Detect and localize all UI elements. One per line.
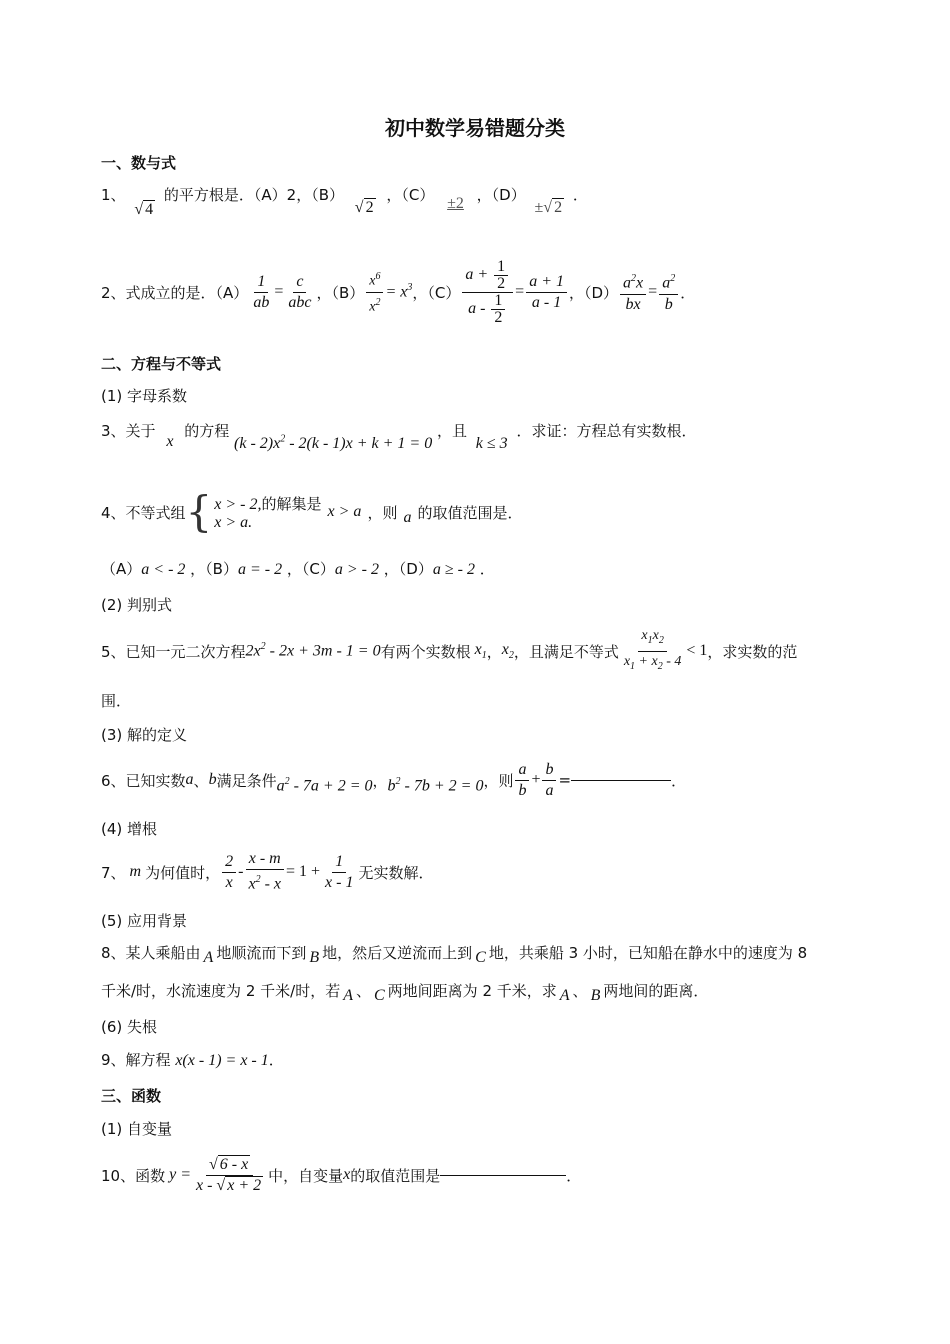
- q10-function-fraction: $\frac{√ 6 - x}{x - √ x + 2}$: [196, 1155, 262, 1194]
- subheading-letter-coefficient: (1) 字母系数: [101, 387, 188, 405]
- q1-radical: √ 4: [134, 201, 154, 218]
- q3-text-c: ，且: [437, 422, 468, 440]
- q2-end: ．: [680, 283, 696, 302]
- q10-text-c: 的取值范围是: [350, 1166, 441, 1185]
- q2-option-a-right: $\frac{c}{\text{abc}}$: [288, 272, 312, 311]
- q2-text: 2、式成立的是．（A）: [101, 283, 249, 302]
- q4-option-a: a < - 2: [141, 561, 186, 578]
- q4-option-d: a ≥ - 2: [432, 561, 475, 578]
- subheading-discriminant: (2) 判别式: [101, 596, 173, 614]
- q5-text-a: 5、已知一元二次方程: [101, 642, 246, 661]
- q3-text-b: 的方程: [184, 422, 230, 440]
- subheading-application: (5) 应用背景: [101, 912, 188, 930]
- question-5: 5、已知一元二次方程 $2x^2 - 2x + 3m - 1 = 0$ 有两个实数根 $x_1$ ， $x_2$ ，且满足不等式 $\frac{x_1x_2}{x_1 + x_2 - 4}$ < 1 ，求实数的范: [101, 626, 797, 676]
- q10-text-a: 10、函数: [101, 1166, 166, 1185]
- section-heading-2: 二、方程与不等式: [101, 355, 222, 373]
- q8-text-d: 地，共乘船 3 小时，已知船在静水中的速度为 8: [488, 944, 808, 962]
- q2-option-d-right: $\frac{a^2}{b}$: [659, 269, 678, 314]
- q4-options: [101, 558, 495, 579]
- q6-frac-ba: $\frac{b}{a}$: [542, 760, 556, 801]
- q6-frac-ab: $\frac{a}{b}$: [515, 760, 529, 801]
- q2-option-c-right: $\frac{a + 1}{a - 1}$: [526, 272, 567, 313]
- q6-equals: =: [558, 771, 572, 789]
- question-6: 6、已知实数 a 、 b 满足条件 $a^2 - 7a + 2 = 0$ ， $b^2 - 7b + 2 = 0$ ，则 $\frac{a}{b}$ + $\frac{b}{a}$ = ．: [101, 760, 687, 799]
- q8-text-c: 地，然后又逆流而上到: [322, 944, 473, 962]
- q1-option-d: ±√ 2: [534, 199, 563, 216]
- q2-option-b-right: = $x^3$: [385, 282, 413, 301]
- q6-text-c: 满足条件: [216, 771, 277, 790]
- q7-frac-3: $\frac{1}{x - 1}$: [325, 852, 354, 891]
- q6-text-e: ，则: [483, 771, 514, 790]
- q1-option-c: ±2: [447, 195, 464, 212]
- q4-text-c: ，则: [367, 503, 398, 522]
- question-8-line-1: 8、某人乘船由 A 地顺流而下到 B 地，然后又逆流而上到 C 地，共乘船 3 小时，已知船在静水中的速度为 8: [101, 944, 808, 966]
- section-heading-1: 一、数与式: [101, 154, 177, 172]
- q4-opt-d-label: ，（D）: [383, 560, 433, 578]
- q3-text-a: 3、关于: [101, 422, 156, 440]
- q2-sep-d: ，（D）: [568, 283, 619, 302]
- q4-brace: {: [185, 487, 213, 536]
- q7-text-b: 为何值时，: [145, 863, 221, 882]
- q9-end: ．: [268, 1051, 284, 1069]
- question-10: 10、函数 y = $\frac{√ 6 - x}{x - √ x + 2}$ 中，自变量 x 的取值范围是 ．: [101, 1155, 582, 1194]
- q5-equation: $2x^2 - 2x + 3m - 1 = 0$: [245, 641, 381, 660]
- q10-answer-blank[interactable]: [440, 1175, 566, 1176]
- question-8-line-2: 千米/时，水流速度为 2 千米/时，若 A 、 C 两地间距离为 2 千米，求 A 、 B 两地间的距离．: [101, 982, 709, 1004]
- q1-text: 的平方根是．（A）2，（B）: [163, 186, 344, 204]
- q1-end: ．: [572, 186, 588, 204]
- q3-text-d: ．求证：方程总有实数根．: [516, 422, 697, 440]
- q7-frac-1: $\frac{2}{x}$: [222, 852, 236, 893]
- q3-equation: $(k - 2)x^2 - 2(k - 1)x + k + 1 = 0$: [234, 433, 433, 452]
- question-7: 7、 m 为何值时， $\frac{2}{x}$ - $\frac{x - m}{x^2 - x}$ = 1 + $\frac{1}{x - 1}$ 无实数解．: [101, 850, 434, 893]
- section-heading-3: 三、函数: [101, 1087, 162, 1105]
- q2-option-a-left: $\frac{1}{ab}$: [253, 272, 270, 311]
- q4-system: x > - 2,的解集是 x > a.: [214, 494, 322, 531]
- question-1: [101, 184, 588, 218]
- q2-option-b-left: $\frac{x^6}{x^2}$: [366, 267, 383, 317]
- q2-option-c-left: a + $\frac{1}{2}$ a - $\frac{1}{2}$: [462, 259, 513, 326]
- q8-text-e: 千米/时，水流速度为 2 千米/时，若: [101, 982, 341, 1000]
- q1-option-b: √ 2: [354, 199, 374, 216]
- q8-text-f: 两地间距离为 2 千米，求: [387, 982, 557, 1000]
- q2-sep-b: ，（B）: [316, 283, 365, 302]
- page-title: 初中数学易错题分类: [385, 116, 565, 140]
- q5-inequality-fraction: $\frac{x_1x_2}{x_1 + x_2 - 4}$: [623, 627, 682, 672]
- q8-sep-1: 、: [355, 982, 371, 1000]
- q1-sep-d: ，（D）: [476, 186, 526, 204]
- q6-sep-2: ，: [372, 771, 388, 790]
- q4-opt-end: ．: [479, 560, 495, 578]
- subheading-lost-root: (6) 失根: [101, 1018, 158, 1036]
- q6-equation-a: $a^2 - 7a + 2 = 0$: [276, 776, 373, 795]
- subheading-extraneous-root: (4) 增根: [101, 820, 158, 838]
- q9-text-a: 9、解方程: [101, 1051, 171, 1069]
- q6-end: ．: [671, 771, 687, 790]
- q8-text-b: 地顺流而下到: [216, 944, 307, 962]
- q6-sep: 、: [193, 771, 209, 790]
- question-4: 4、不等式组 { x > - 2,的解集是 x > a. x > a ，则 a 的取值范围是．: [101, 487, 523, 536]
- q8-text-a: 8、某人乘船由: [101, 944, 201, 962]
- q5-text-e: ，求实数的范: [707, 642, 798, 661]
- question-9: [101, 1049, 284, 1070]
- q4-text-d: 的取值范围是．: [417, 503, 523, 522]
- q4-opt-a-label: （A）: [101, 560, 142, 578]
- q4-opt-b-label: ，（B）: [190, 560, 238, 578]
- q10-end: ．: [566, 1166, 582, 1185]
- q8-sep-2: 、: [572, 982, 588, 1000]
- q3-condition: k ≤ 3: [475, 435, 508, 452]
- q1-number: 1、: [101, 186, 126, 204]
- q4-solution: x > a: [327, 503, 362, 520]
- q5-text-d: ，且满足不等式: [513, 642, 619, 661]
- q5-sep: ，: [486, 642, 502, 661]
- q9-equation: x(x - 1) = x - 1: [175, 1052, 269, 1069]
- q4-option-c: a > - 2: [334, 561, 379, 578]
- q6-text-a: 6、已知实数: [101, 771, 186, 790]
- q6-answer-blank[interactable]: [571, 780, 671, 781]
- q1-sep-c: ，（C）: [386, 186, 435, 204]
- subheading-solution-definition: (3) 解的定义: [101, 726, 188, 744]
- q6-equation-b: $b^2 - 7b + 2 = 0$: [387, 776, 484, 795]
- q7-frac-2: $\frac{x - m}{x^2 - x}$: [245, 849, 284, 894]
- q4-text-a: 4、不等式组: [101, 503, 186, 522]
- q7-text-c: 无实数解．: [358, 863, 434, 882]
- q5-text-b: 有两个实数根: [380, 642, 471, 661]
- q4-option-b: a = - 2: [237, 561, 283, 578]
- q7-number: 7、: [101, 863, 126, 882]
- q10-text-b: 中，自变量: [268, 1166, 344, 1185]
- q5-continuation: 围．: [101, 692, 132, 710]
- question-3: 3、关于 x 的方程 $(k - 2)x^2 - 2(k - 1)x + k + 1 = 0$ ，且 k ≤ 3 ．求证：方程总有实数根．: [101, 422, 697, 452]
- q8-text-g: 两地间的距离．: [603, 982, 709, 1000]
- question-2: 2、式成立的是．（A） $\frac{1}{ab}$ = $\frac{c}{\text{abc}}$ ，（B） $\frac{x^6}{x^2}$ = $x^3$ ，（C） a + $\frac{1}{2}$ a - $\frac{1}{2}$ = $\frac{a + 1}{a - 1}$ ，（D） $\frac{a^2x}{bx}$ = $\frac{a^2}{b}$ ．: [101, 257, 696, 326]
- q4-opt-c-label: ，（C）: [286, 560, 335, 578]
- q2-sep-c: ，（C）: [412, 283, 461, 302]
- q2-option-d-left: $\frac{a^2x}{bx}$: [620, 269, 646, 314]
- subheading-independent-variable: (1) 自变量: [101, 1120, 173, 1138]
